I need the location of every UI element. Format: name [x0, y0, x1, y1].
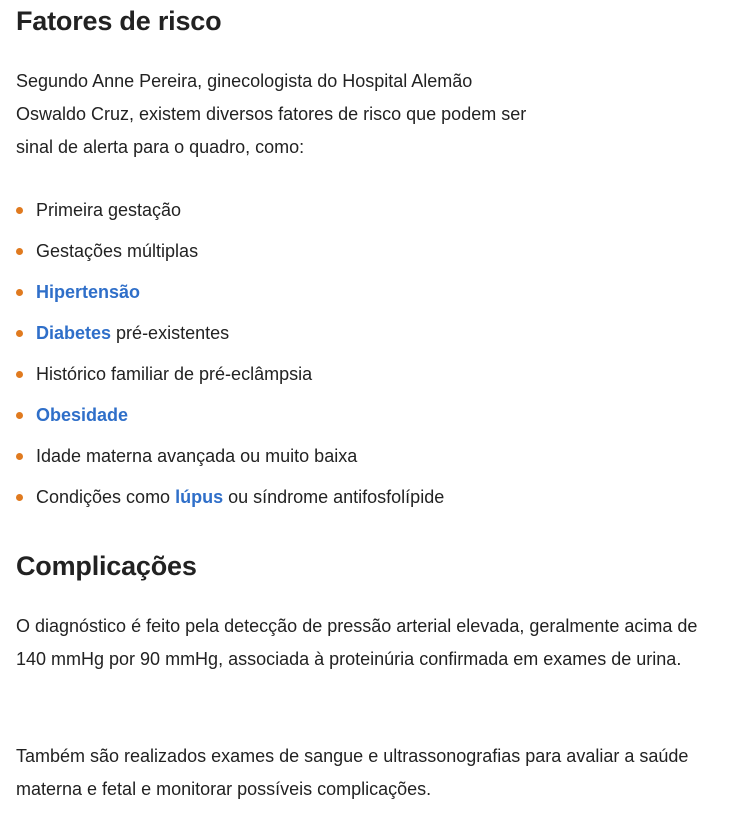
bullet-icon	[16, 330, 23, 337]
link-hipertensao[interactable]: Hipertensão	[36, 282, 141, 302]
bullet-icon	[16, 371, 23, 378]
list-item-text: Primeira gestação	[36, 200, 182, 220]
list-item	[16, 481, 716, 522]
list-item	[16, 194, 716, 235]
list-item	[16, 358, 716, 399]
bullet-icon	[16, 207, 23, 214]
bullet-icon	[16, 248, 23, 255]
bullet-icon	[16, 494, 23, 501]
list-item	[16, 276, 716, 317]
list-item	[16, 235, 716, 276]
list-item-text: Idade materna avançada ou muito baixa	[36, 446, 358, 466]
list-item-text: Gestações múltiplas	[36, 241, 199, 261]
section-title-risk-factors: Fatores de risco	[16, 6, 222, 36]
list-item	[16, 399, 716, 440]
link-obesidade[interactable]: Obesidade	[36, 405, 129, 425]
list-item-text: Histórico familiar de pré-eclâmpsia	[36, 364, 313, 384]
exams-paragraph: Também são realizados exames de sangue e ultrassonografias para avaliar a saúde materna e fetal e monitorar possíveis complicações.	[16, 746, 689, 799]
list-item-text: pré-existentes	[111, 323, 230, 343]
list-item-text: ou síndrome antifosfolípide	[223, 487, 445, 507]
section-title-complications: Complicações	[16, 551, 197, 581]
link-diabetes[interactable]: Diabetes	[36, 323, 112, 343]
list-item-text: Condições como	[36, 487, 176, 507]
list-item	[16, 317, 716, 358]
list-item	[16, 440, 716, 481]
bullet-icon	[16, 412, 23, 419]
diagnosis-paragraph: O diagnóstico é feito pela detecção de pressão arterial elevada, geralmente acima de 140 mmHg por 90 mmHg, associada à proteinúria confirmada em exames de urina.	[16, 616, 698, 669]
link-lupus[interactable]: lúpus	[175, 487, 224, 507]
risk-factors-list	[16, 194, 716, 522]
bullet-icon	[16, 289, 23, 296]
risk-intro-paragraph: Segundo Anne Pereira, ginecologista do Hospital Alemão Oswaldo Cruz, existem diversos fatores de risco que podem ser sinal de alerta para o quadro, como:	[16, 71, 527, 157]
bullet-icon	[16, 453, 23, 460]
